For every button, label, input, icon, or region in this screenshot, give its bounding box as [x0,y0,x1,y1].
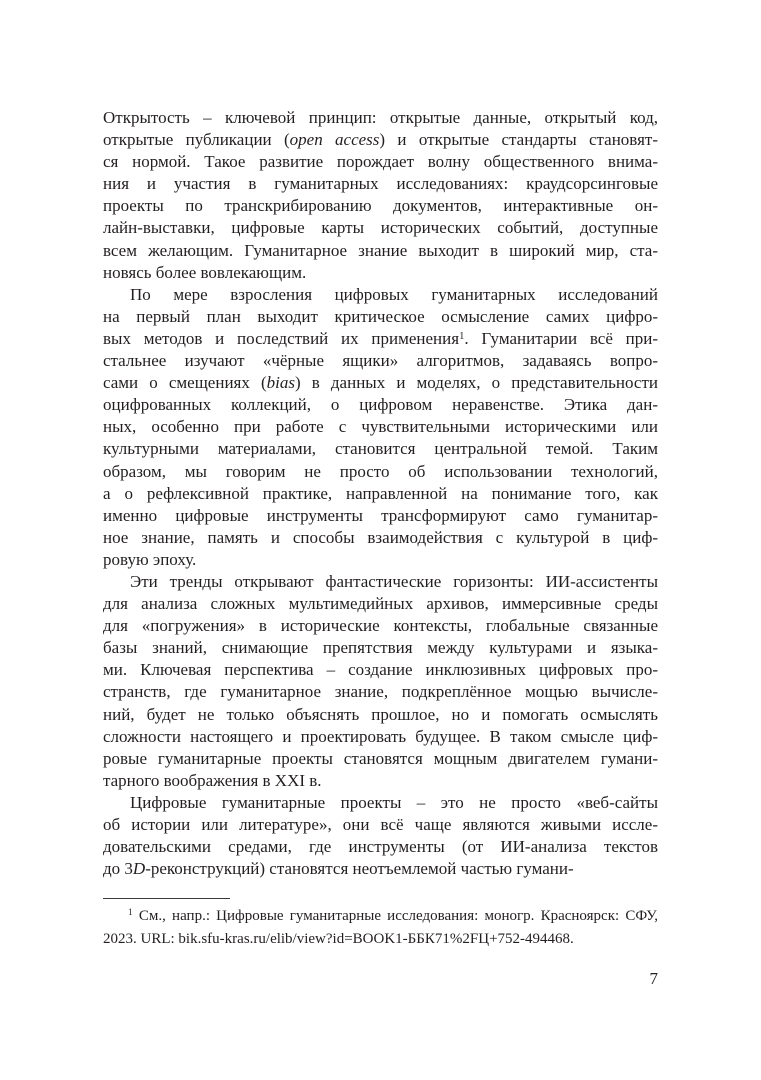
text-line [103,461,658,483]
paragraph [103,792,658,880]
text-run: стальнее изучают «чёрные ящики» алгоритмов, задаваясь вопро- [103,351,658,371]
text-run: ) в данных и моделях, о представительности [295,373,658,393]
text-run: сложности настоящего и проектировать будущее. В таком смысле циф- [103,726,658,746]
italic-term: open access [289,130,380,150]
text-run: . Гуманитарии всё при- [464,328,658,348]
text-line [103,483,658,505]
text-line [103,770,658,792]
text-run: тарного воображения в XXI в. [103,770,322,790]
text-line [103,615,658,637]
text-run: образом, мы говорим не просто об использовании технологий, [103,461,658,481]
text-run: ровую эпоху. [103,549,197,569]
text-line [103,328,658,350]
text-run: культурными материалами, становится центральной темой. Таким [103,439,658,459]
paragraph [103,284,658,571]
text-run: лайн-выставки, цифровые карты исторических событий, доступные [103,218,658,238]
text-run: новясь более вовлекающим. [103,262,307,282]
text-run: оцифрованных коллекций, о цифровом неравенстве. Этика дан- [103,395,658,415]
page-number: 7 [649,969,658,988]
footnote-marker: 1 [128,908,133,919]
text-line [103,792,658,814]
text-run: Эти тренды открывают фантастические горизонты: ИИ-ассистенты [130,571,658,591]
text-run: Цифровые гуманитарные проекты – это не просто «веб-сайты [130,792,658,812]
text-run: для анализа сложных мультимедийных архивов, иммерсивные среды [103,594,658,614]
text-run: открытые публикации ( [103,130,290,150]
text-run: а о рефлексивной практике, направленной на понимание того, как [103,483,658,503]
text-line [103,107,658,129]
main-text [103,107,658,880]
italic-term: D [132,859,146,879]
footnote [103,905,658,951]
text-line [103,928,658,951]
text-run: для «погружения» в исторические контексты, глобальные связанные [103,616,658,636]
text-line [103,814,658,836]
text-run: Открытость – ключевой принцип: открытые данные, открытый код, [103,108,658,127]
text-line [103,372,658,394]
text-line [103,173,658,195]
text-run: 2023. URL: bik.sfu-kras.ru/elib/view?id=BOOK1-ББК71%2FЦ+752-494468. [103,931,574,947]
text-line [103,505,658,527]
text-line [103,858,658,880]
text-run: об истории или литературе», они всё чаще являются живыми иссле- [103,815,658,834]
text-line [103,217,658,239]
text-run: ) и открытые стандарты становят- [379,130,659,150]
text-line [103,240,658,262]
text-line [103,306,658,328]
text-line [103,394,658,416]
text-run: ровые гуманитарные проекты становятся мощным двигателем гумани- [103,748,658,768]
text-line [103,905,658,928]
text-run: именно цифровые инструменты трансформируют само гуманитар- [103,505,658,525]
text-run: до 3 [103,859,133,879]
text-run: По мере взросления цифровых гуманитарных исследований [130,284,658,304]
text-line [103,284,658,306]
italic-term: bias [266,373,295,393]
text-line [103,350,658,372]
text-line [103,151,658,173]
text-run: -реконструкций) становятся неотъемлемой частью гумани- [145,859,574,879]
text-line [103,726,658,748]
text-run: ся нормой. Такое развитие порождает волну общественного внима- [103,152,658,172]
text-line [103,748,658,770]
text-run: ных, особенно при работе с чувствительными историческими или [103,417,658,437]
paragraph [103,571,658,792]
text-line [103,637,658,659]
text-run: на первый план выходит критическое осмысление самих цифро- [103,306,658,326]
text-run: базы знаний, снимающие препятствия между культурами и языка- [103,638,658,658]
text-line [103,438,658,460]
footnote-marker: 1 [459,330,465,342]
text-line [103,527,658,549]
text-run: сами о смещениях ( [103,373,267,393]
text-line [103,704,658,726]
text-run: См., напр.: Цифровые гуманитарные исследования: моногр. Красноярск: СФУ, [132,908,658,924]
text-line [103,681,658,703]
text-line [103,416,658,438]
text-run: ний, будет не только объяснять прошлое, но и помогать осмыслять [103,704,658,724]
text-line [103,593,658,615]
text-line [103,262,658,284]
text-line [103,836,658,858]
text-run: странств, где гуманитарное знание, подкреплённое мощью вычисле- [103,682,658,702]
footnote-separator [103,898,230,899]
text-run: всем желающим. Гуманитарное знание выходит в широкий мир, ста- [103,240,658,260]
text-run: проекты по транскрибированию документов, интерактивные он- [103,196,658,216]
text-run: ное знание, память и способы взаимодействия с культурой в циф- [103,527,658,547]
text-run: ми. Ключевая перспектива – создание инклюзивных цифровых про- [103,660,658,680]
text-line [103,129,658,151]
text-line [103,659,658,681]
text-run: ния и участия в гуманитарных исследованиях: краудсорсинговые [103,174,658,194]
text-line [103,549,658,571]
text-line [103,571,658,593]
paragraph [103,107,658,284]
text-run: вых методов и последствий их применения [103,328,460,348]
text-line [103,195,658,217]
text-run: довательскими средами, где инструменты (от ИИ-анализа текстов [103,837,658,857]
